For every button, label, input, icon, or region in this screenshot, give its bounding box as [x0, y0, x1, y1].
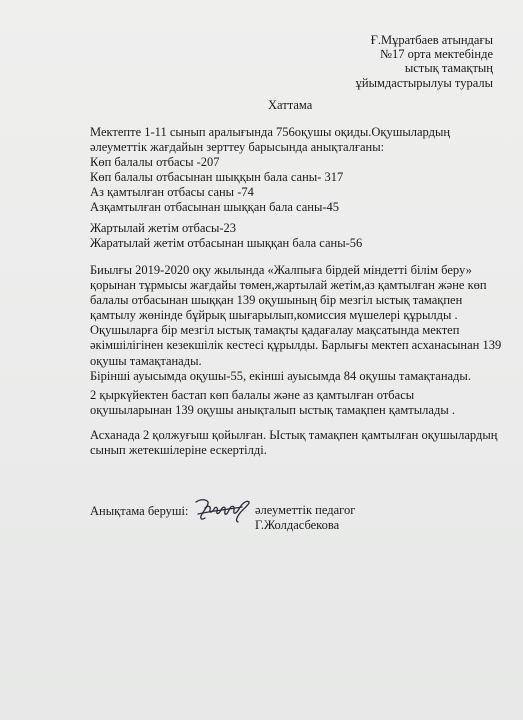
intro-paragraph — [90, 125, 500, 216]
text-line: Аз қамтылған отбасы саны -74 — [90, 185, 254, 200]
signer-role: әлеуметтік педагог — [255, 503, 356, 517]
text-line: Көп балалы отбасынан шыққын бала саны- 317 — [90, 170, 344, 185]
text-line: әкімшілігінен кезекшілік кестесі құрылды. Барлығы мектеп асханасынан 139 — [90, 338, 502, 353]
handwritten-signature-icon — [192, 496, 252, 524]
header-line: №17 орта мектебінде — [380, 47, 493, 62]
text-line: қорынан тұрмысы жағдайы төмен,жартылай жетім,аз қамтылған және көп — [90, 278, 487, 293]
text-line: әлеуметтік жағдайын зерттеу барысында анықталғаны: — [90, 140, 385, 155]
text-line: сынып жетекшілеріне ескертілді. — [90, 443, 267, 458]
text-line: Азқамтылған отбасынан шыққан бала саны-45 — [90, 200, 339, 215]
text-line: оқушы тамақтанады. — [90, 353, 202, 368]
text-line: Көп балалы отбасы -207 — [90, 155, 220, 170]
text-line: Биылғы 2019-2020 оқу жылында «Жалпыға бірдей міндетті білім беру» — [90, 263, 472, 277]
document-header — [356, 33, 493, 90]
signer-name: Г.Жолдасбекова — [255, 518, 340, 532]
text-line: 2 қыркүйектен бастап көп балалы және аз қамтылған отбасы — [90, 388, 415, 402]
text-line: Жаратылай жетім отбасынан шыққан бала саны-56 — [90, 236, 363, 251]
september-paragraph — [90, 388, 500, 418]
signature-label: Анықтама беруші: — [90, 504, 189, 518]
orphans-paragraph — [90, 221, 500, 251]
text-line: Оқушыларға бір мезгіл ыстық тамақты қадағалау мақсатында мектеп — [90, 323, 460, 338]
closing-paragraph — [90, 428, 500, 458]
text-line: Бірінші ауысымда оқушы-55, екінші ауысымда 84 оқушы тамақтанады. — [90, 368, 471, 383]
header-line: ұйымдастырылуы туралы — [355, 75, 493, 90]
main-paragraph — [90, 263, 500, 384]
text-line: оқушыларынан 139 оқушы анықталып ыстық тамақпен қамтылады . — [90, 403, 455, 418]
text-line: балалы отбасынан шыққан 139 оқушының бір мезгіл ыстық тамақпен — [90, 293, 463, 308]
header-line: ыстық тамақтың — [404, 61, 493, 76]
text-line: Мектепте 1-11 сынып аралығында 756оқушы оқиды.Оқушылардың — [90, 125, 451, 139]
text-line: қамтылу жөнінде бұйрық шығарылып,комиссия мүшелері құрылды . — [90, 308, 458, 323]
header-line: Ғ.Мұратбаев атындағы — [370, 33, 493, 47]
signature-block — [255, 503, 355, 533]
document-title: Хаттама — [268, 98, 313, 112]
text-line: Жартылай жетім отбасы-23 — [90, 221, 237, 235]
text-line: Асханада 2 қолжуғыш қойылған. Ыстық тамақпен қамтылған оқушылардың — [90, 428, 498, 442]
